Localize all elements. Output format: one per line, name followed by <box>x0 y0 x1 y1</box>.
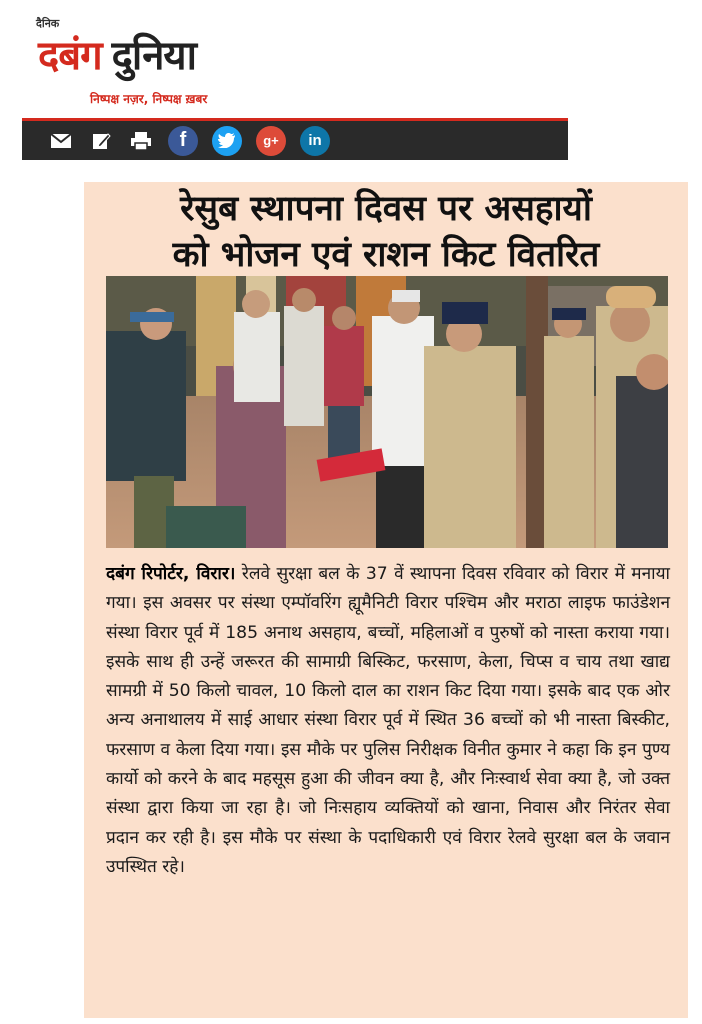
twitter-icon[interactable] <box>212 126 242 156</box>
brand-name-black: दुनिया <box>111 33 196 79</box>
article-headline <box>84 186 688 278</box>
article-photo-illustration <box>106 276 668 548</box>
mail-icon[interactable] <box>48 128 74 154</box>
edit-icon[interactable] <box>88 128 114 154</box>
brand-tagline: निष्पक्ष नज़र, निष्पक्ष ख़बर <box>90 92 208 106</box>
linkedin-icon[interactable]: in <box>300 126 330 156</box>
article-byline: दबंग रिपोर्टर, विरार। <box>106 564 236 584</box>
headline-line-2: को भोजन एवं राशन किट वितरित <box>172 235 600 275</box>
share-bar <box>22 118 568 160</box>
facebook-icon[interactable]: f <box>168 126 198 156</box>
article-body <box>106 560 670 882</box>
print-icon[interactable] <box>128 128 154 154</box>
article-photo <box>106 276 668 548</box>
masthead <box>22 10 568 118</box>
article-text: रेलवे सुरक्षा बल के 37 वें स्थापना दिवस रविवार को विरार में मनाया गया। इस अवसर पर संस्था एम्पॉवरिंग ह्यूमैनिटी विरार पश्चिम और मराठा लाइफ फाउंडेशन संस्था विरार पूर्व में 185 अनाथ असहाय, बच्चों, महिलाओं व पुरुषों को नास्ता कराया गया। इसके साथ ही उन्हें जरूरत की सामाग्री बिस्किट, फरसाण, केला, चिप्स व चाय तथा खाद्य सामग्री में 50 किलो चावल, 10 किलो दाल का राशन किट दिया गया। इसके बाद एक ओर अन्य अनाथालय में साई आधार संस्था विरार पूर्व में स्थित 36 बच्चों को भी नास्ता बिस्कीट, फरसाण व केला दिया गया। इस मौके पर पुलिस निरीक्षक विनीत कुमार ने कहा कि इन पुण्य कार्यो को करने के बाद महसूस हुआ की जीवन क्या है, और निःस्वार्थ सेवा क्या है, जो उक्त संस्था द्वारा किया जा रहा है। जो निःसहाय व्यक्तियों को खाना, निवास और निरंतर सेवा प्रदान कर रही है। इस मौके पर संस्था के पदाधिकारी एवं विरार रेलवे सुरक्षा बल के जवान उपस्थित रहे। <box>106 564 670 877</box>
headline-line-1: रेसुब स्थापना दिवस पर असहायों <box>180 189 592 229</box>
brand-logo[interactable] <box>38 26 196 81</box>
news-clipping <box>84 182 688 1018</box>
google-plus-icon[interactable]: g+ <box>256 126 286 156</box>
brand-small-label: दैनिक <box>36 17 60 30</box>
brand-name-red: दबंग <box>38 33 102 79</box>
